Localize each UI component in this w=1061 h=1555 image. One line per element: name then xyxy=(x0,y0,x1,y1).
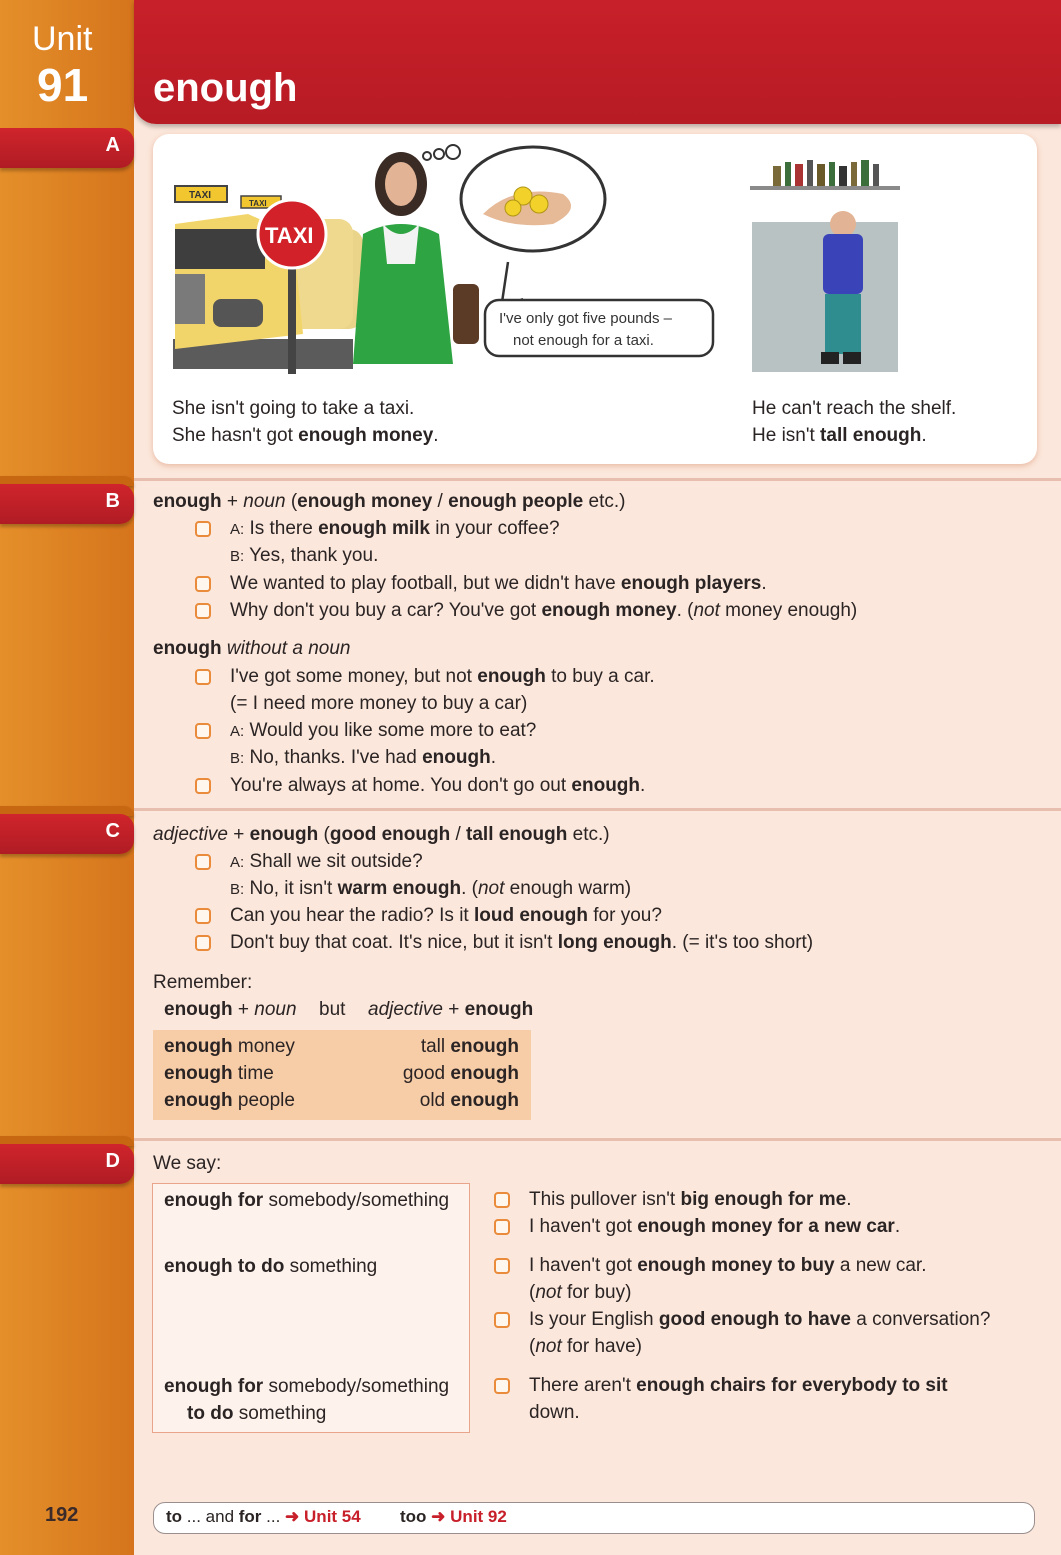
example-checkbox-icon xyxy=(195,521,211,537)
remember-row-right: old enough xyxy=(419,1090,519,1111)
example-b6: You're always at home. You don't go out enough. xyxy=(230,775,646,796)
remember-row-right: tall enough xyxy=(420,1036,519,1057)
example-d2: I haven't got enough money for a new car. xyxy=(529,1216,901,1237)
example-checkbox-icon xyxy=(195,854,211,870)
pattern-enough-for: enough for somebody/something xyxy=(164,1190,450,1211)
section-divider xyxy=(134,478,1061,481)
remember-row-left: enough people xyxy=(164,1090,295,1111)
remember-rule-left: enough + noun xyxy=(164,999,297,1020)
example-b4: I've got some money, but not enough to buy a car. xyxy=(230,666,655,687)
remember-label: Remember: xyxy=(153,972,253,993)
example-d4-line2: (not for have) xyxy=(529,1336,643,1357)
example-d5: There aren't enough chairs for everybody to sit xyxy=(529,1375,948,1396)
section-b-heading-1: enough + noun (enough money / enough people etc.) xyxy=(153,491,626,512)
example-d5-line2: down. xyxy=(529,1402,580,1423)
example-b1: A: Is there enough milk in your coffee? xyxy=(230,518,560,539)
example-c2: Can you hear the radio? Is it loud enough for you? xyxy=(230,905,662,926)
unit-label: Unit xyxy=(32,20,93,58)
remember-row-left: enough money xyxy=(164,1036,295,1057)
example-c3: Don't buy that coat. It's nice, but it isn't long enough. (= it's too short) xyxy=(230,932,814,953)
section-divider xyxy=(134,1138,1061,1141)
speech-bubble-line: not enough for a taxi. xyxy=(513,332,654,349)
page-title: enough xyxy=(153,66,298,110)
taxi-roof-sign: TAXI xyxy=(249,199,267,208)
remember-row-right: good enough xyxy=(402,1063,519,1084)
caption-right-2: He isn't tall enough. xyxy=(752,425,927,446)
example-checkbox-icon xyxy=(494,1192,510,1208)
speech-bubble-line: I've only got five pounds – xyxy=(499,310,672,327)
arrow-icon: ➜ xyxy=(285,1507,300,1526)
example-d3: I haven't got enough money to buy a new car. xyxy=(529,1255,927,1276)
caption-left-2: She hasn't got enough money. xyxy=(172,425,439,446)
unit-number: 91 xyxy=(37,59,89,111)
arrow-icon: ➜ xyxy=(431,1507,446,1526)
section-tab-c: C xyxy=(0,814,134,854)
example-checkbox-icon xyxy=(195,723,211,739)
remember-row-left: enough time xyxy=(164,1063,274,1084)
example-d4: Is your English good enough to have a conversation? xyxy=(529,1309,991,1330)
example-b5: A: Would you like some more to eat? xyxy=(230,720,537,741)
example-checkbox-icon xyxy=(494,1258,510,1274)
section-c-heading: adjective + enough (good enough / tall enough etc.) xyxy=(153,824,610,845)
pattern-enough-to-do: enough to do something xyxy=(164,1256,378,1277)
remember-but: but xyxy=(319,999,346,1020)
remember-rule-right: adjective + enough xyxy=(368,999,534,1020)
example-checkbox-icon xyxy=(195,908,211,924)
example-checkbox-icon xyxy=(195,603,211,619)
section-tab-a: A xyxy=(0,128,134,168)
page-number: 192 xyxy=(45,1504,79,1526)
pattern-enough-for-to-do-line2: to do something xyxy=(187,1403,327,1424)
example-d1: This pullover isn't big enough for me. xyxy=(529,1189,852,1210)
caption-right-1: He can't reach the shelf. xyxy=(752,398,957,419)
cross-reference-to-for[interactable]: to ... and for ... ➜ Unit 54 xyxy=(166,1507,361,1526)
section-b-heading-2: enough without a noun xyxy=(153,638,351,659)
link-unit-92[interactable]: Unit 92 xyxy=(450,1507,507,1526)
example-checkbox-icon xyxy=(494,1312,510,1328)
example-b4-line2: (= I need more money to buy a car) xyxy=(230,693,528,714)
example-c1-reply: B: No, it isn't warm enough. (not enough warm) xyxy=(230,878,632,899)
section-tab-d: D xyxy=(0,1144,134,1184)
example-checkbox-icon xyxy=(195,778,211,794)
left-margin-band xyxy=(0,0,134,1555)
taxi-stop-sign: TAXI xyxy=(265,223,314,248)
we-say-label: We say: xyxy=(153,1153,222,1174)
caption-left-1: She isn't going to take a taxi. xyxy=(172,398,415,419)
cross-reference-too[interactable]: too ➜ Unit 92 xyxy=(400,1507,507,1526)
example-checkbox-icon xyxy=(494,1219,510,1235)
example-c1: A: Shall we sit outside? xyxy=(230,851,423,872)
pattern-enough-for-to-do: enough for somebody/something xyxy=(164,1376,450,1397)
example-checkbox-icon xyxy=(195,669,211,685)
example-checkbox-icon xyxy=(195,576,211,592)
example-b5-reply: B: No, thanks. I've had enough. xyxy=(230,747,496,768)
link-unit-54[interactable]: Unit 54 xyxy=(304,1507,361,1526)
section-divider xyxy=(134,808,1061,811)
section-tab-b: B xyxy=(0,484,134,524)
example-checkbox-icon xyxy=(494,1378,510,1394)
example-b1-reply: B: Yes, thank you. xyxy=(230,545,379,566)
example-b2: We wanted to play football, but we didn't have enough players. xyxy=(230,573,767,594)
example-checkbox-icon xyxy=(195,935,211,951)
example-b3: Why don't you buy a car? You've got enough money. (not money enough) xyxy=(230,600,858,621)
example-d3-line2: (not for buy) xyxy=(529,1282,632,1303)
taxi-roof-sign: TAXI xyxy=(189,190,212,201)
